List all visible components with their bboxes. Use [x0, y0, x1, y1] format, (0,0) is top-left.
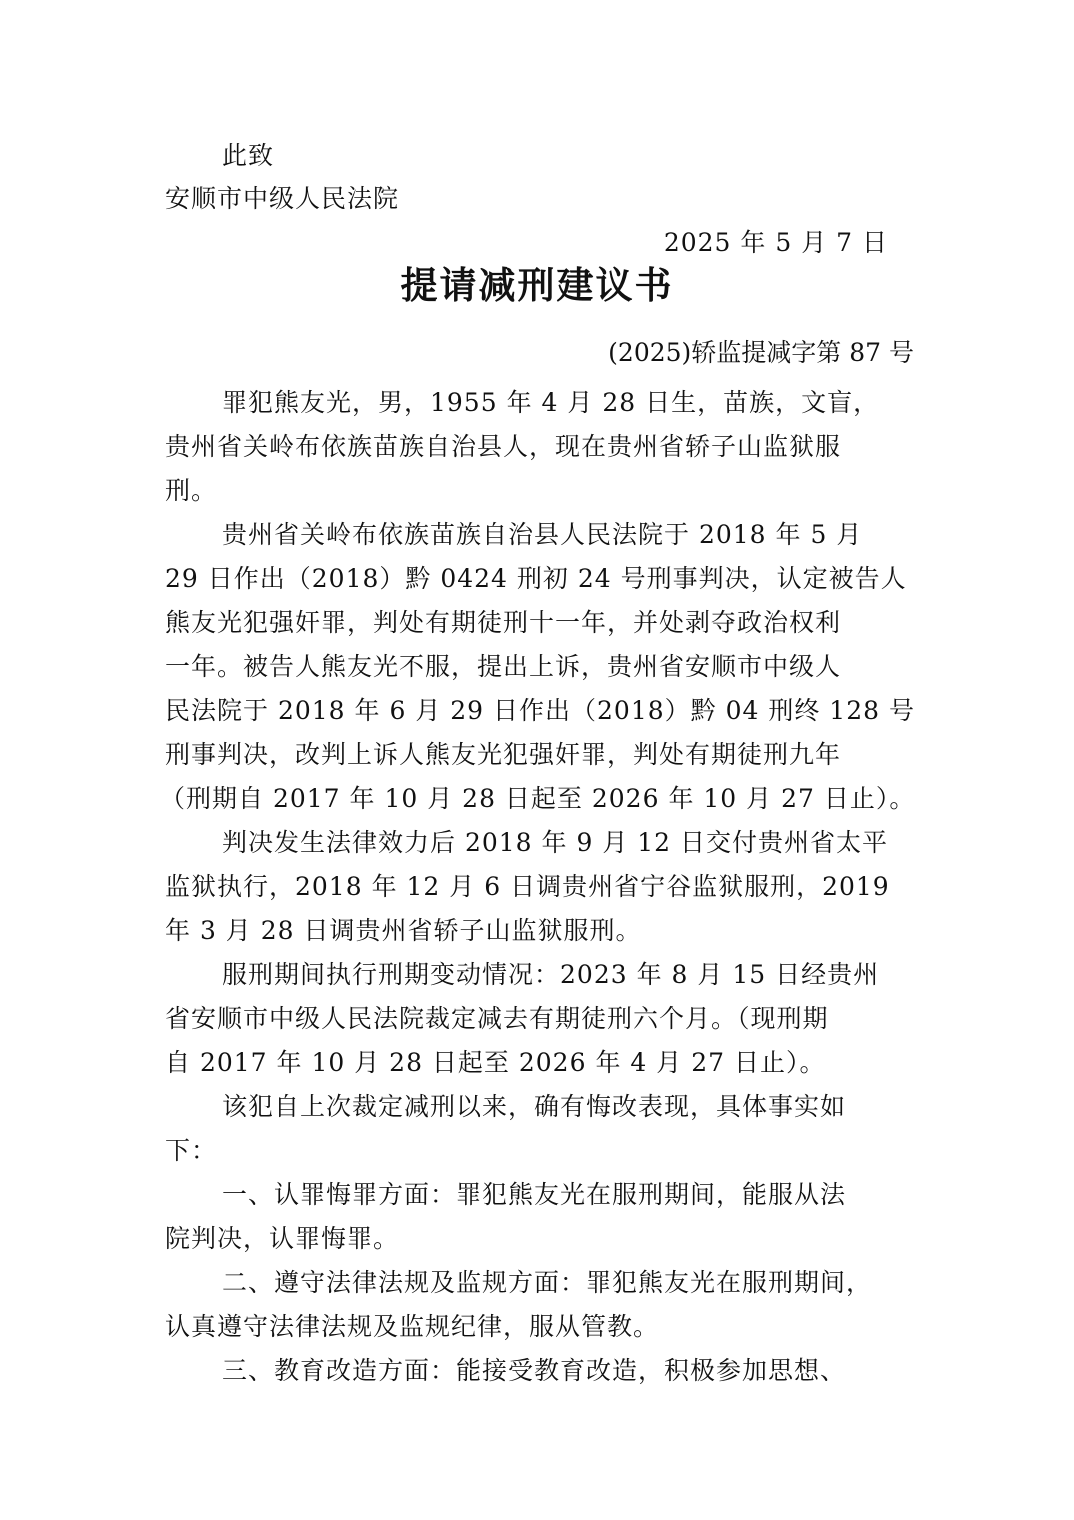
recipient-court: 安顺市中级人民法院	[165, 184, 400, 213]
body-line: 熊友光犯强奸罪，判处有期徒刑十一年，并处剥夺政治权利	[165, 608, 842, 637]
body-line: 贵州省关岭布依族苗族自治县人，现在贵州省轿子山监狱服	[165, 432, 842, 461]
body-line: 年 3 月 28 日调贵州省轿子山监狱服刑。	[165, 916, 642, 945]
document-title: 提请减刑建议书	[400, 264, 674, 307]
body-line: 一、认罪悔罪方面：罪犯熊友光在服刑期间，能服从法	[222, 1180, 847, 1209]
body-line: 罪犯熊友光，男，1955 年 4 月 28 日生，苗族，文盲，	[222, 388, 880, 417]
body-line: 民法院于 2018 年 6 月 29 日作出（2018）黔 04 刑终 128 号	[165, 696, 915, 725]
body-line: 判决发生法律效力后 2018 年 9 月 12 日交付贵州省太平	[222, 828, 889, 857]
body-line: 刑。	[165, 476, 218, 505]
body-line: 院判决，认罪悔罪。	[165, 1224, 400, 1253]
body-line: 服刑期间执行刑期变动情况：2023 年 8 月 15 日经贵州	[222, 960, 880, 989]
body-line: 贵州省关岭布依族苗族自治县人民法院于 2018 年 5 月	[222, 520, 863, 549]
body-line: 一年。被告人熊友光不服，提出上诉，贵州省安顺市中级人	[165, 652, 842, 681]
body-line: 认真遵守法律法规及监规纪律，服从管教。	[165, 1312, 660, 1341]
body-line: 三、教育改造方面：能接受教育改造，积极参加思想、	[222, 1356, 847, 1385]
body-line: 下：	[165, 1136, 218, 1165]
body-line: 自 2017 年 10 月 28 日起至 2026 年 4 月 27 日止）。	[165, 1048, 826, 1077]
document-number: (2025)轿监提减字第 87 号	[608, 338, 914, 367]
body-line: 省安顺市中级人民法院裁定减去有期徒刑六个月。（现刑期	[165, 1004, 829, 1033]
salutation: 此致	[222, 141, 275, 170]
body-line: （刑期自 2017 年 10 月 28 日起至 2026 年 10 月 27 日止）。	[160, 784, 916, 813]
body-line: 刑事判决，改判上诉人熊友光犯强奸罪，判处有期徒刑九年	[165, 740, 842, 769]
body-line: 该犯自上次裁定减刑以来，确有悔改表现，具体事实如	[222, 1092, 847, 1121]
body-line: 监狱执行，2018 年 12 月 6 日调贵州省宁谷监狱服刑，2019	[165, 872, 890, 901]
body-line: 二、遵守法律法规及监规方面：罪犯熊友光在服刑期间，	[222, 1268, 873, 1297]
closing-date: 2025 年 5 月 7 日	[663, 228, 888, 257]
body-line: 29 日作出（2018）黔 0424 刑初 24 号刑事判决，认定被告人	[165, 564, 907, 593]
